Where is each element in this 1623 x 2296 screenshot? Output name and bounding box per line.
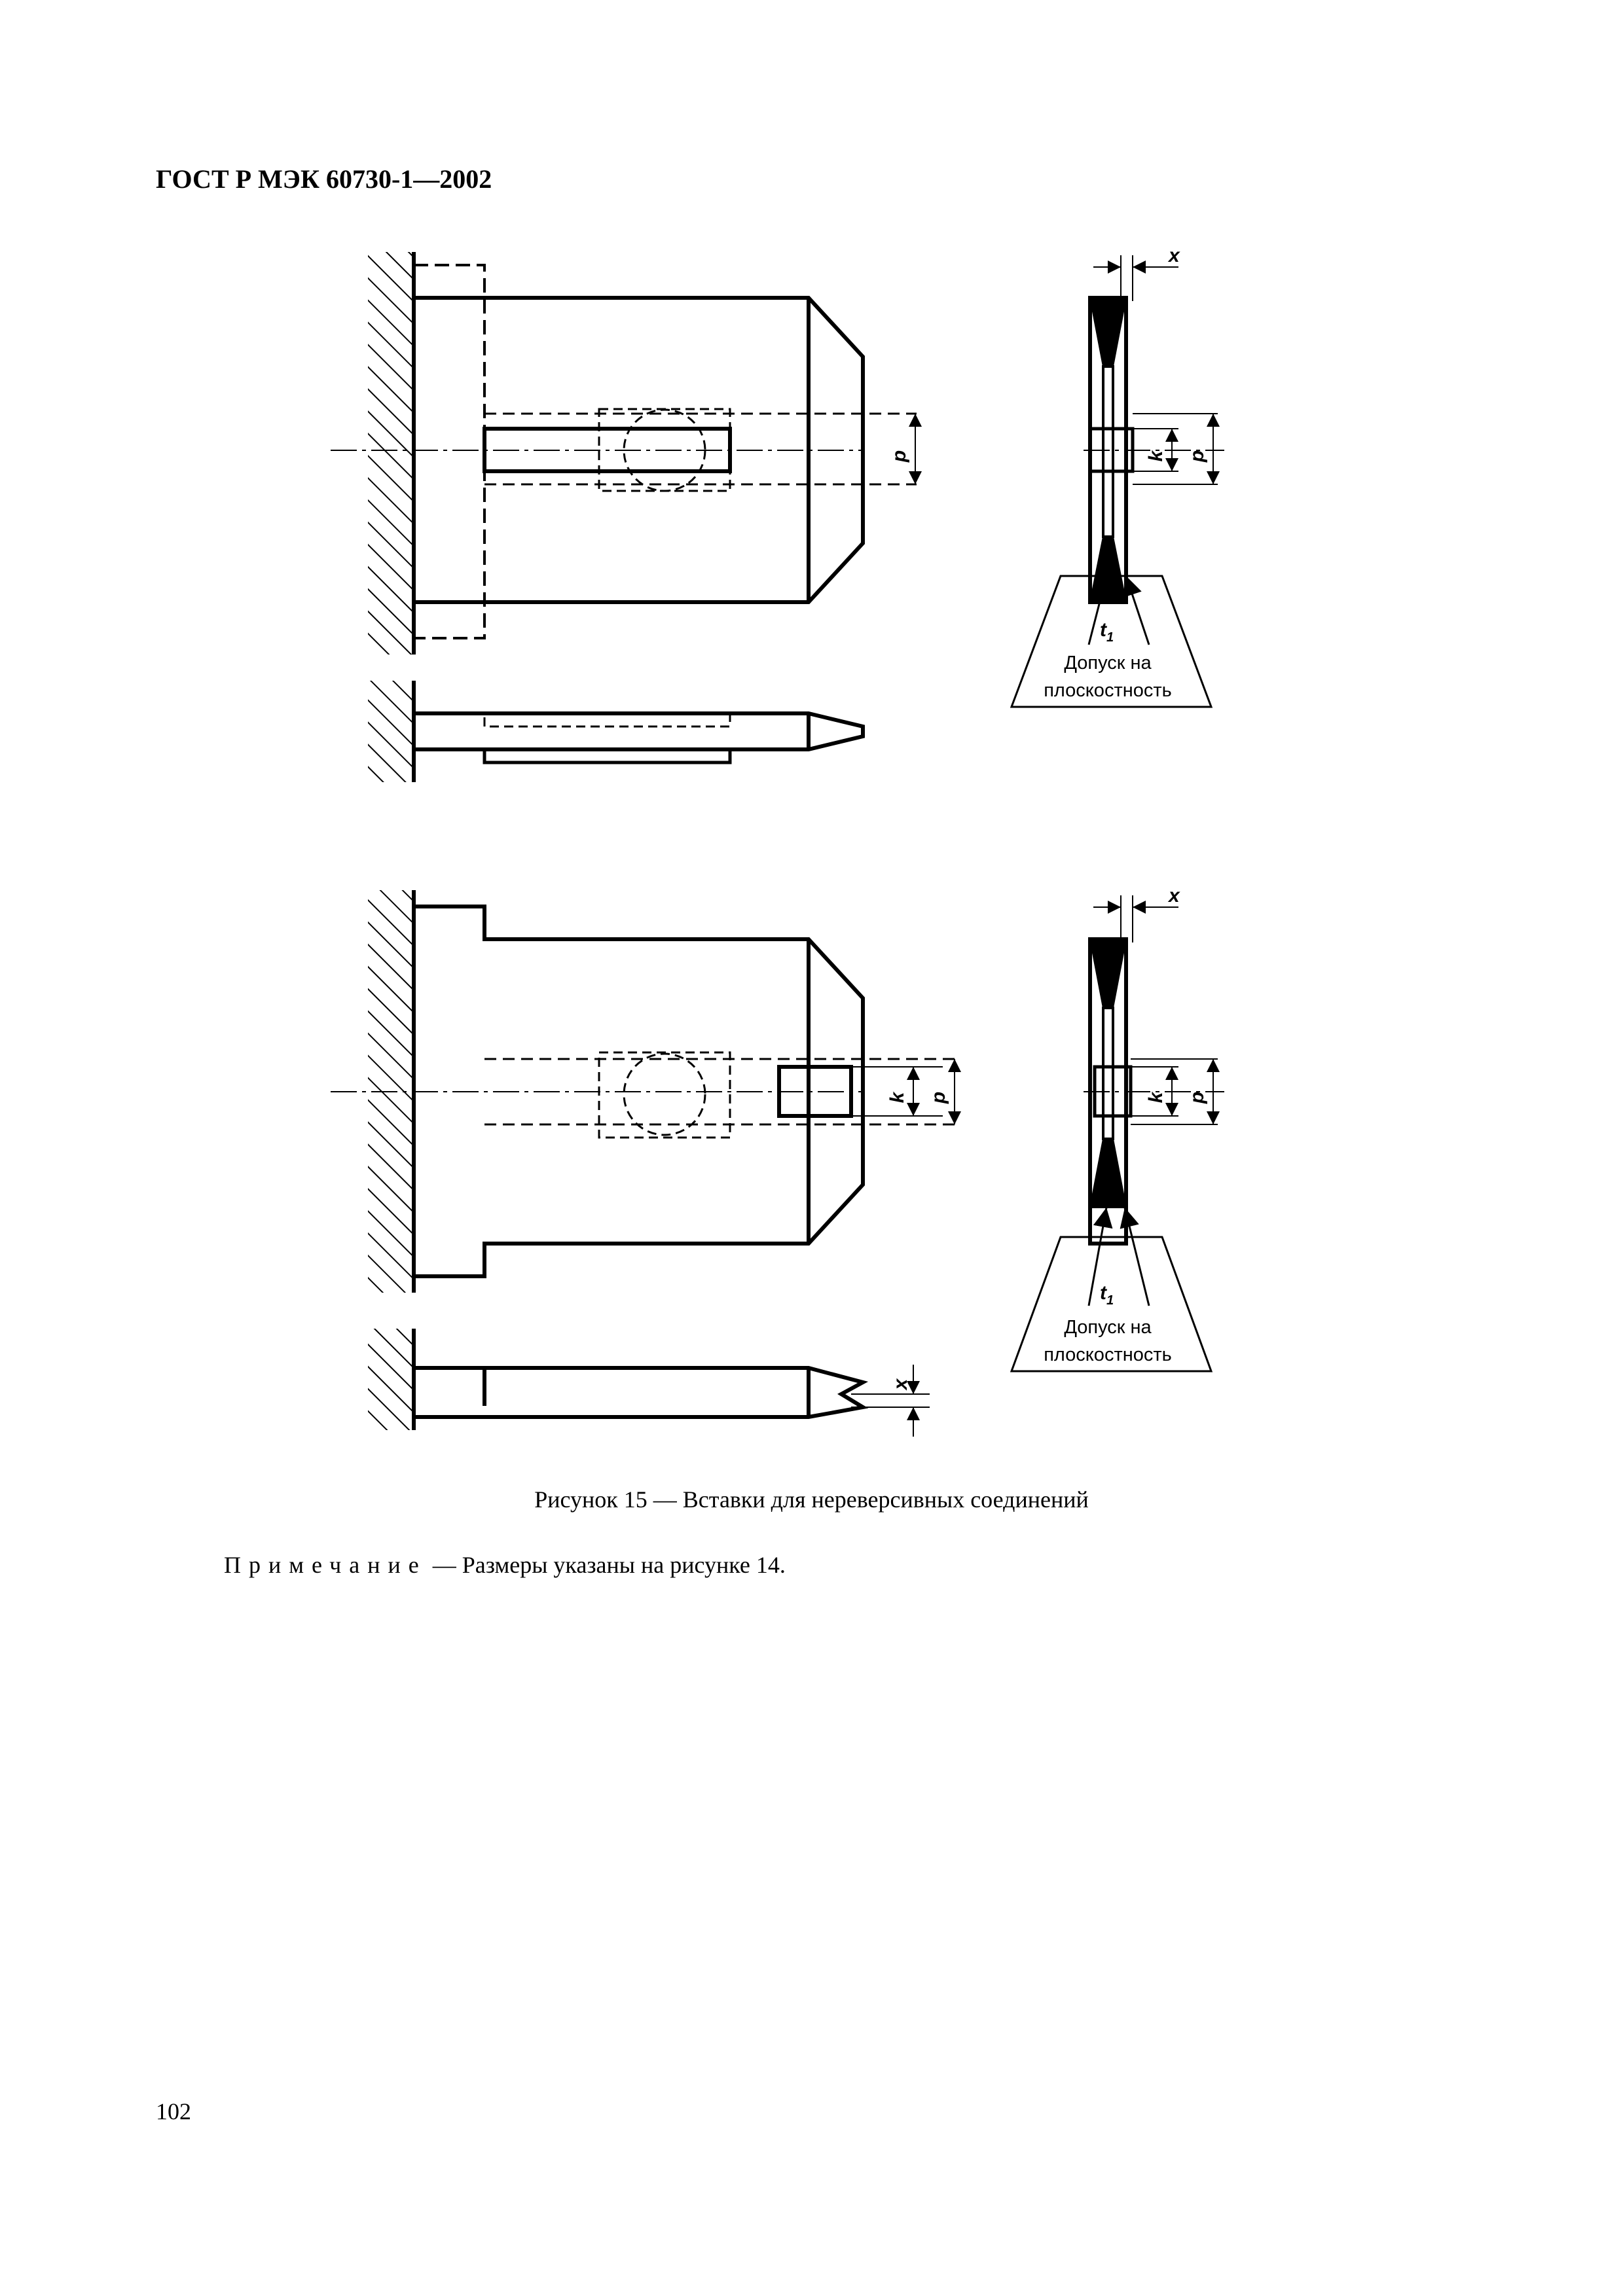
wall-hatching bbox=[368, 252, 414, 655]
dim-x-label-3: x bbox=[1169, 885, 1180, 906]
tolerance-label-1-line2: плоскостность bbox=[1044, 680, 1172, 701]
insert-1-top-view bbox=[368, 681, 863, 782]
insert-1-side-view bbox=[1012, 255, 1224, 707]
dim-p-label-2: p bbox=[1186, 450, 1208, 463]
insert-2-side-view bbox=[1012, 895, 1224, 1371]
note-label: Примечание bbox=[224, 1552, 427, 1578]
dim-p-label-4: p bbox=[1186, 1091, 1208, 1104]
note-text: — Размеры указаны на рисунке 14. bbox=[426, 1552, 786, 1578]
dim-k-label-1: k bbox=[1145, 450, 1167, 462]
hidden-outline bbox=[414, 265, 484, 638]
dim-x-label-2: x bbox=[890, 1378, 911, 1390]
tolerance-label-2-line1: Допуск на bbox=[1064, 1317, 1152, 1338]
dim-t-label-2: $t_1$ bbox=[1100, 1282, 1114, 1308]
document-header: ГОСТ Р МЭК 60730-1—2002 bbox=[156, 164, 492, 194]
figure-caption: Рисунок 15 — Вставки для нереверсивных соединений bbox=[534, 1486, 1089, 1513]
dim-x-label-1: x bbox=[1169, 245, 1180, 266]
insert-2-top-view bbox=[368, 1329, 930, 1437]
tolerance-label-1-line1: Допуск на bbox=[1064, 653, 1152, 673]
dim-t-label-1: $t_1$ bbox=[1100, 619, 1114, 645]
tolerance-label-2-line2: плоскостность bbox=[1044, 1344, 1172, 1365]
dim-p-label-3: p bbox=[928, 1091, 949, 1104]
insert-2-front-view bbox=[331, 890, 956, 1293]
page-number: 102 bbox=[156, 2098, 191, 2125]
dim-k-label-3: k bbox=[1145, 1092, 1167, 1103]
dim-k-label-2: k bbox=[886, 1092, 908, 1103]
insert-1-front-view bbox=[331, 252, 917, 655]
dim-p-label-1: p bbox=[888, 450, 910, 463]
note bbox=[224, 1551, 786, 1579]
